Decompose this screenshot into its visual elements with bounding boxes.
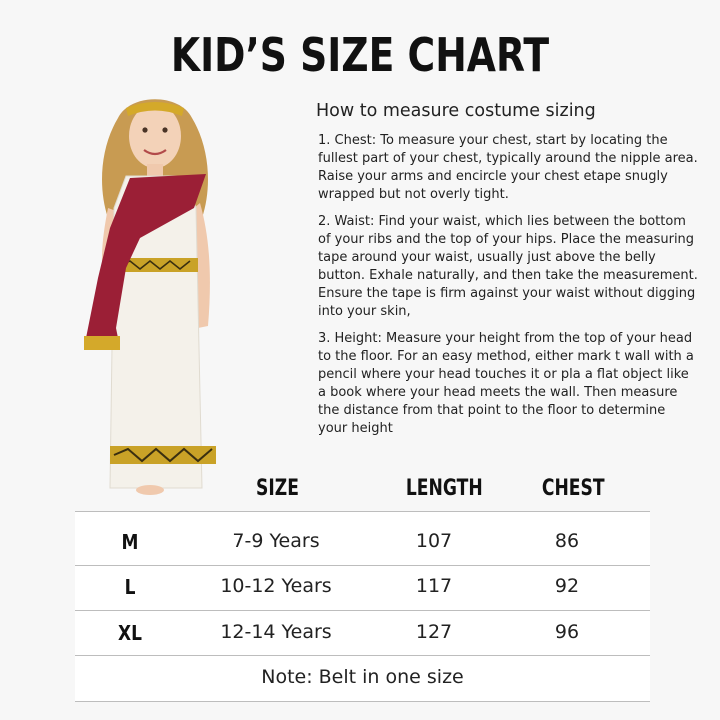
age-cell: 7-9 Years — [232, 530, 320, 552]
height-instruction: 3. Height: Measure your height from the top of your head to the floor. For an easy method, either mark t wall with a pencil where your head touches it or pla a flat object like a book where your head meets the wall. Then measure the distance from that point to the floor to determine your height — [318, 331, 694, 436]
chest-cell: 86 — [554, 530, 580, 552]
divider — [75, 701, 650, 702]
waist-instruction: 2. Waist: Find your waist, which lies between the bottom of your ribs and the top of your hips. Place the measuring tape around your waist, usually just above the belly button. Exhale naturally, and then take the measurement. Ensure the tape is firm against your waist without digging into your skin, — [318, 214, 698, 319]
divider — [75, 655, 650, 656]
age-cell: 10-12 Years — [220, 575, 332, 597]
instructions — [318, 132, 698, 447]
belt-note: Note: Belt in one size — [261, 666, 464, 688]
length-cell: 117 — [415, 575, 453, 597]
length-cell: 107 — [415, 530, 453, 552]
size-cell: L — [124, 575, 136, 599]
size-cell: M — [121, 530, 139, 554]
divider — [75, 610, 650, 611]
header-length: LENGTH — [405, 476, 483, 501]
face — [129, 104, 181, 168]
age-cell: 12-14 Years — [220, 621, 332, 643]
header-size: SIZE — [256, 476, 299, 501]
chest-cell: 96 — [554, 621, 580, 643]
size-cell: XL — [118, 621, 142, 645]
chest-cell: 92 — [554, 575, 580, 597]
divider — [75, 511, 650, 512]
length-cell: 127 — [415, 621, 453, 643]
page-title: KID’S SIZE CHART — [170, 28, 550, 82]
divider — [75, 565, 650, 566]
measure-heading: How to measure costume sizing — [316, 101, 596, 121]
header-chest: CHEST — [541, 476, 605, 501]
child-costume-image — [70, 78, 240, 498]
chest-instruction: 1. Chest: To measure your chest, start by locating the fullest part of your chest, typically around the nipple area. Raise your arms and encircle your chest etape snugly wrapped but not overly tight. — [318, 133, 698, 202]
